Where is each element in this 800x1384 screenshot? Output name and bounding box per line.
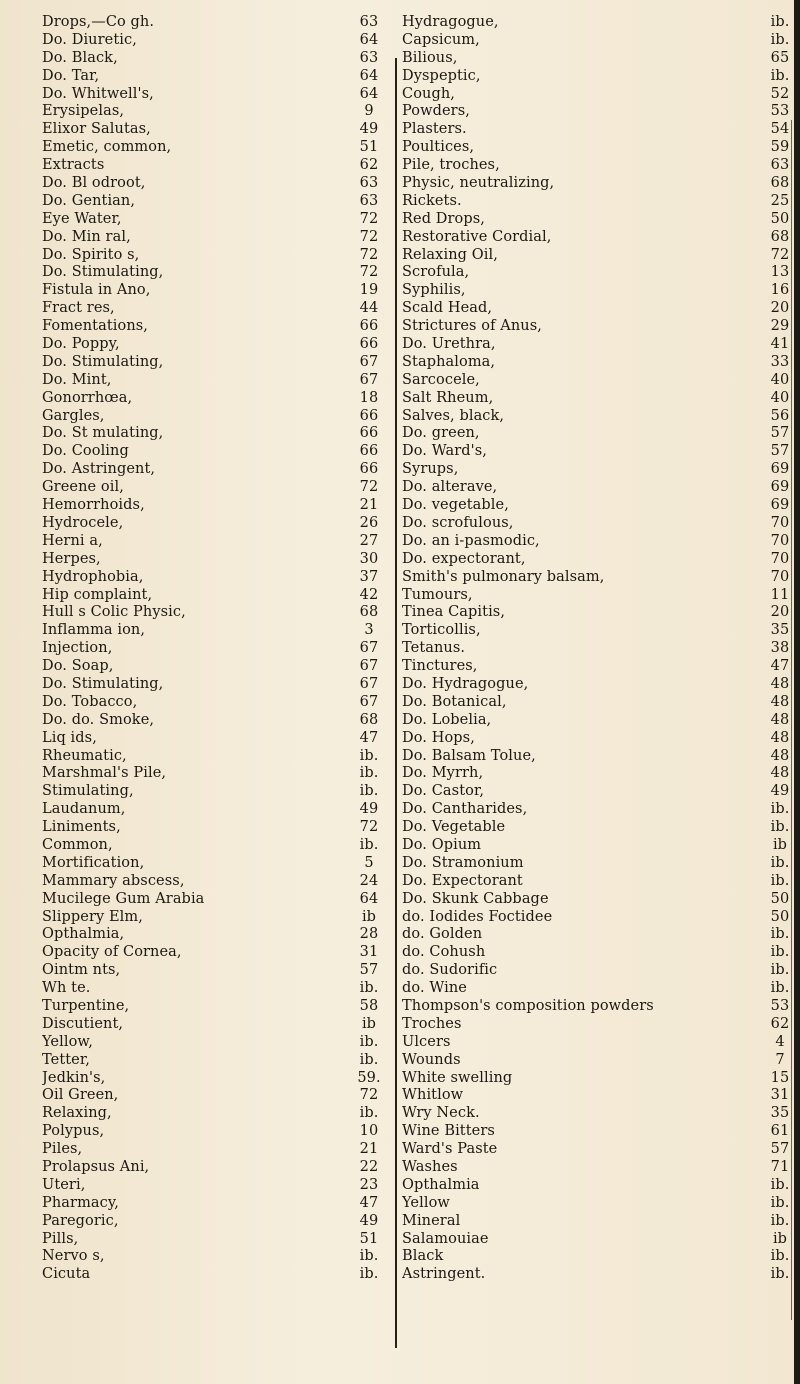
index-entry: Do. Poppy, <box>42 336 120 353</box>
index-entry: Do. Tar, <box>42 67 100 84</box>
index-page-number: 62 <box>359 157 379 174</box>
index-entry: Dyspeptic, <box>402 67 481 84</box>
index-entry: Polypus, <box>42 1123 105 1140</box>
index-entry: Elixor Salutas, <box>42 121 151 138</box>
index-entry: Staphaloma, <box>402 353 496 370</box>
index-entry: Rheumatic, <box>42 747 127 764</box>
index-page-number: 29 <box>770 318 790 335</box>
index-page-number: ib. <box>770 801 790 818</box>
index-entry: Do. Soap, <box>42 658 114 675</box>
index-entry: Do. Stimulating, <box>42 353 164 370</box>
index-page-number: 59 <box>770 139 790 156</box>
index-page-number: 11 <box>770 586 790 603</box>
index-entry: do. Cohush <box>402 944 486 961</box>
index-page-number: 48 <box>770 747 790 764</box>
index-page-number: 57 <box>359 962 379 979</box>
index-entry: Gonorrhœa, <box>42 389 133 406</box>
index-entry: Cicuta <box>42 1266 91 1283</box>
index-entry: Do. Min ral, <box>42 228 131 245</box>
index-entry: Liniments, <box>42 819 121 836</box>
index-entry: Do. Lobelia, <box>402 711 492 728</box>
index-page-number: 72 <box>770 246 790 263</box>
index-page-number: 72 <box>359 264 379 281</box>
index-entry: Laudanum, <box>42 801 126 818</box>
index-entry: Jedkin's, <box>42 1069 106 1086</box>
index-page-number: 50 <box>770 210 790 227</box>
index-entry: Do. Bl odroot, <box>42 175 146 192</box>
index-page-number: 41 <box>770 336 790 353</box>
index-entry: Mineral <box>402 1212 461 1229</box>
index-page-number: 62 <box>770 1015 790 1032</box>
index-page-number: 57 <box>770 1141 790 1158</box>
page-binding-edge <box>794 0 800 1384</box>
index-entry: Syrups, <box>402 461 459 478</box>
index-entry: Stimulating, <box>42 783 134 800</box>
index-entry: do. Golden <box>402 926 483 943</box>
index-page-number: 16 <box>770 282 790 299</box>
index-entry: Whitlow <box>402 1087 464 1104</box>
index-entry: Scald Head, <box>402 300 493 317</box>
index-page-number: 61 <box>770 1123 790 1140</box>
index-page-number: 47 <box>770 658 790 675</box>
index-entry: Inflamma ion, <box>42 622 146 639</box>
index-page-number: 64 <box>359 890 379 907</box>
index-entry: Do. do. Smoke, <box>42 711 155 728</box>
index-entry: Herpes, <box>42 550 101 567</box>
index-page-number: ib. <box>359 1266 379 1283</box>
index-page-number: 68 <box>770 175 790 192</box>
index-page-number: 66 <box>359 336 379 353</box>
index-entry: Strictures of Anus, <box>402 318 542 335</box>
index-page-number: ib. <box>359 765 379 782</box>
index-entry: do. Sudorific <box>402 962 498 979</box>
index-entry: Eye Water, <box>42 210 122 227</box>
index-page-number: ib <box>772 1230 788 1247</box>
index-page-number: 67 <box>359 675 379 692</box>
index-page-number: 42 <box>359 586 379 603</box>
index-page-number: 52 <box>770 85 790 102</box>
index-page-number: ib. <box>359 1105 379 1122</box>
index-page-number: ib. <box>770 14 790 30</box>
index-entry: do. Iodides Foctidee <box>402 908 553 925</box>
index-entry: Do. Stimulating, <box>42 675 164 692</box>
index-entry: Washes <box>402 1159 458 1175</box>
index-entry: Salt Rheum, <box>402 389 494 406</box>
index-page-number: 51 <box>359 1230 379 1247</box>
index-entry: Prolapsus Ani, <box>42 1159 150 1175</box>
index-page-number: 13 <box>770 264 790 281</box>
index-entry: Rickets. <box>402 192 462 209</box>
index-page-number: ib. <box>770 962 790 979</box>
index-page-number: 66 <box>359 443 379 460</box>
index-page-number: 68 <box>359 711 379 728</box>
index-page-number: ib <box>361 1015 377 1032</box>
index-entry: Hydrocele, <box>42 514 124 531</box>
index-entry: Gargles, <box>42 407 105 424</box>
index-page-number: 58 <box>359 997 379 1014</box>
index-page-number: 48 <box>770 693 790 710</box>
index-page-number: ib <box>772 836 788 853</box>
index-page-number: ib. <box>770 926 790 943</box>
index-entry: Do. Skunk Cabbage <box>402 890 549 907</box>
index-page-number: 66 <box>359 425 379 442</box>
index-page-number: 64 <box>359 31 379 48</box>
page-gutter-line <box>791 120 792 1320</box>
index-page-number: 70 <box>770 532 790 549</box>
index-page-number: 63 <box>770 157 790 174</box>
index-entry: Do. Hydragogue, <box>402 675 529 692</box>
index-page-number: ib. <box>770 1266 790 1283</box>
index-page-number: ib. <box>770 1176 790 1193</box>
index-page-number: 70 <box>770 568 790 585</box>
index-page-number: 64 <box>359 67 379 84</box>
index-entry: Paregoric, <box>42 1212 119 1229</box>
index-page-number: 44 <box>359 300 379 317</box>
index-entry: Oil Green, <box>42 1087 119 1104</box>
index-entry: Opthalmia <box>402 1176 480 1193</box>
index-page-number: 50 <box>770 890 790 907</box>
index-entry: Greene oil, <box>42 479 124 496</box>
index-page-number: 51 <box>359 139 379 156</box>
index-page-number: 72 <box>359 246 379 263</box>
index-page-number: 69 <box>770 461 790 478</box>
index-entry: Drops,—Co gh. <box>42 14 155 30</box>
index-page-number: ib. <box>359 783 379 800</box>
index-page-number: 72 <box>359 479 379 496</box>
index-entry: Tetter, <box>42 1051 91 1068</box>
index-entry: Yellow, <box>42 1033 93 1050</box>
index-page-number: 49 <box>359 1212 379 1229</box>
index-entry: Poultices, <box>402 139 475 156</box>
index-page-number: 30 <box>359 550 379 567</box>
index-page-number: 67 <box>359 640 379 657</box>
index-page-number: 7 <box>775 1051 785 1068</box>
index-page-number: 49 <box>359 121 379 138</box>
index-page-number: 23 <box>359 1176 379 1193</box>
index-page-number: 48 <box>770 675 790 692</box>
index-entry: Do. Opium <box>402 836 482 853</box>
index-entry: Tinctures, <box>402 658 478 675</box>
index-entry: Do. Hops, <box>402 729 475 746</box>
index-page-number: 53 <box>770 103 790 120</box>
index-page-number: 21 <box>359 497 379 514</box>
index-page-number: 70 <box>770 550 790 567</box>
index-entry: Do. Vegetable <box>402 819 506 836</box>
index-page-number: ib. <box>359 980 379 997</box>
index-entry: Wounds <box>402 1051 461 1068</box>
index-entry: Salves, black, <box>402 407 505 424</box>
index-page-number: ib. <box>359 1051 379 1068</box>
index-entry: Do. scrofulous, <box>402 514 514 531</box>
index-entry: Turpentine, <box>42 997 130 1014</box>
index-page-number: 48 <box>770 711 790 728</box>
index-page-number: 20 <box>770 300 790 317</box>
index-entry: Smith's pulmonary balsam, <box>402 568 605 585</box>
index-page-number: 5 <box>364 854 374 871</box>
index-page-number: 47 <box>359 1194 379 1211</box>
index-page-number: 4 <box>775 1033 785 1050</box>
index-entry: Slippery Elm, <box>42 908 143 925</box>
index-entry: Ward's Paste <box>402 1141 498 1158</box>
index-page-number: 63 <box>359 175 379 192</box>
index-page-number: ib. <box>359 836 379 853</box>
index-page-number: ib. <box>770 1194 790 1211</box>
index-entry: Herni a, <box>42 532 103 549</box>
index-entry: Pharmacy, <box>42 1194 119 1211</box>
index-entry: Mucilege Gum Arabia <box>42 890 205 907</box>
index-right-entries <box>402 14 760 1284</box>
index-entry: Do. Black, <box>42 49 118 66</box>
index-page-number: 67 <box>359 658 379 675</box>
index-entry: Do. Botanical, <box>402 693 507 710</box>
index-page-number: ib. <box>770 1212 790 1229</box>
index-page-number: 67 <box>359 693 379 710</box>
index-entry: Fistula in Ano, <box>42 282 151 299</box>
index-entry: Emetic, common, <box>42 139 172 156</box>
index-left-page-numbers <box>356 14 382 1284</box>
index-entry: Pills, <box>42 1230 79 1247</box>
index-entry: Tetanus. <box>402 640 466 657</box>
index-page-number: 19 <box>359 282 379 299</box>
index-entry: Tumours, <box>402 586 473 603</box>
index-page-number: 27 <box>359 532 379 549</box>
index-page-number: 35 <box>770 1105 790 1122</box>
index-page-number: 72 <box>359 228 379 245</box>
index-entry: Restorative Cordial, <box>402 228 552 245</box>
index-page-number: 24 <box>359 872 379 889</box>
index-entry: Do. Stimulating, <box>42 264 164 281</box>
index-entry: Opacity of Cornea, <box>42 944 182 961</box>
index-entry: Do. Balsam Tolue, <box>402 747 536 764</box>
index-entry: Marshmal's Pile, <box>42 765 167 782</box>
column-divider <box>395 58 397 1348</box>
index-page-number: ib <box>361 908 377 925</box>
index-entry: Mammary abscess, <box>42 872 185 889</box>
index-page-number: 25 <box>770 192 790 209</box>
index-page-number: 57 <box>770 425 790 442</box>
index-entry: Ointm nts, <box>42 962 121 979</box>
index-entry: Do. expectorant, <box>402 550 526 567</box>
index-entry: Wine Bitters <box>402 1123 495 1140</box>
index-entry: Do. Urethra, <box>402 336 496 353</box>
index-page-number: 72 <box>359 1087 379 1104</box>
index-page-number: 57 <box>770 443 790 460</box>
index-page-number: 3 <box>364 622 374 639</box>
index-page-number: 49 <box>770 783 790 800</box>
index-page-number: ib. <box>770 854 790 871</box>
index-entry: Extracts <box>42 157 105 174</box>
index-page-number: 63 <box>359 49 379 66</box>
index-entry: Bilious, <box>402 49 458 66</box>
index-page-number: ib. <box>770 872 790 889</box>
index-entry: Hydrophobia, <box>42 568 144 585</box>
index-page-number: 66 <box>359 461 379 478</box>
index-page-number: 31 <box>770 1087 790 1104</box>
index-entry: Uteri, <box>42 1176 86 1193</box>
index-page-number: ib. <box>770 67 790 84</box>
index-entry: Injection, <box>42 640 113 657</box>
index-entry: Do. Expectorant <box>402 872 523 889</box>
index-entry: do. Wine <box>402 980 467 997</box>
index-page-number: 68 <box>359 604 379 621</box>
index-page-number: 50 <box>770 908 790 925</box>
index-entry: Do. Diuretic, <box>42 31 137 48</box>
index-entry: Do. Astringent, <box>42 461 156 478</box>
index-entry: Do. Myrrh, <box>402 765 484 782</box>
index-entry: Do. vegetable, <box>402 497 509 514</box>
index-page-number: ib. <box>359 1033 379 1050</box>
index-page-number: 64 <box>359 85 379 102</box>
index-page-number: 67 <box>359 371 379 388</box>
index-entry: Do. Gentian, <box>42 192 136 209</box>
index-entry: Discutient, <box>42 1015 124 1032</box>
index-page-number: 56 <box>770 407 790 424</box>
index-entry: Wry Neck. <box>402 1105 480 1122</box>
index-entry: Hull s Colic Physic, <box>42 604 186 621</box>
index-page-number: 69 <box>770 479 790 496</box>
index-entry: Do. green, <box>402 425 480 442</box>
index-page-number: 37 <box>359 568 379 585</box>
index-page-number: 47 <box>359 729 379 746</box>
index-page-number: 26 <box>359 514 379 531</box>
index-entry: Hip complaint, <box>42 586 153 603</box>
index-entry: Do. Spirito s, <box>42 246 140 263</box>
index-entry: Astringent. <box>402 1266 486 1283</box>
index-page-number: 71 <box>770 1159 790 1175</box>
index-entry: Do. Tobacco, <box>42 693 138 710</box>
index-page-number: 67 <box>359 353 379 370</box>
index-page-number: 49 <box>359 801 379 818</box>
index-entry: Liq ids, <box>42 729 97 746</box>
index-page-number: 66 <box>359 407 379 424</box>
index-entry: Black <box>402 1248 444 1265</box>
index-entry: Tinea Capitis, <box>402 604 506 621</box>
index-page-number: 21 <box>359 1141 379 1158</box>
index-entry: Hemorrhoids, <box>42 497 145 514</box>
index-entry: Ulcers <box>402 1033 451 1050</box>
index-entry: Do. Mint, <box>42 371 112 388</box>
index-page-number: 28 <box>359 926 379 943</box>
index-entry: Troches <box>402 1015 462 1032</box>
index-page-number: 48 <box>770 729 790 746</box>
index-entry: Capsicum, <box>402 31 480 48</box>
index-entry: Yellow <box>402 1194 450 1211</box>
index-page-number: 9 <box>364 103 374 120</box>
index-entry: Torticollis, <box>402 622 481 639</box>
index-page-number: 53 <box>770 997 790 1014</box>
index-page-number: 66 <box>359 318 379 335</box>
index-entry: Erysipelas, <box>42 103 125 120</box>
index-entry: Opthalmia, <box>42 926 125 943</box>
index-entry: Fract res, <box>42 300 115 317</box>
index-page-number: 20 <box>770 604 790 621</box>
index-page-number: ib. <box>770 1248 790 1265</box>
index-entry: Do. Castor, <box>402 783 485 800</box>
index-page-number: 54 <box>770 121 790 138</box>
index-entry: Hydragogue, <box>402 14 499 30</box>
index-entry: Do. Stramonium <box>402 854 524 871</box>
index-entry: Pile, troches, <box>402 157 500 174</box>
index-entry: Do. Cooling <box>42 443 129 460</box>
index-page-number: ib. <box>770 819 790 836</box>
index-page-number: 33 <box>770 353 790 370</box>
index-entry: Do. Cantharides, <box>402 801 528 818</box>
index-entry: Piles, <box>42 1141 83 1158</box>
index-entry: Scrofula, <box>402 264 470 281</box>
index-page-number: 40 <box>770 389 790 406</box>
index-entry: Fomentations, <box>42 318 149 335</box>
index-page-number: 59. <box>357 1069 381 1086</box>
index-page-number: 38 <box>770 640 790 657</box>
index-page-number: 65 <box>770 49 790 66</box>
index-entry: Relaxing, <box>42 1105 112 1122</box>
index-page-number: 68 <box>770 228 790 245</box>
index-entry: Relaxing Oil, <box>402 246 498 263</box>
index-page-number: ib. <box>770 944 790 961</box>
index-page-number: 35 <box>770 622 790 639</box>
index-entry: Common, <box>42 836 113 853</box>
index-entry: Red Drops, <box>402 210 486 227</box>
index-page-number: ib. <box>359 747 379 764</box>
index-entry: Do. St mulating, <box>42 425 164 442</box>
index-page-number: ib. <box>770 980 790 997</box>
index-page-number: 63 <box>359 192 379 209</box>
index-entry: Thompson's composition powders <box>402 997 654 1014</box>
index-page-number: 70 <box>770 514 790 531</box>
index-entry: Sarcocele, <box>402 371 480 388</box>
index-entry: Do. Whitwell's, <box>42 85 154 102</box>
index-page-number: 18 <box>359 389 379 406</box>
index-entry: Wh te. <box>42 980 91 997</box>
index-entry: Cough, <box>402 85 455 102</box>
index-page-number: ib. <box>359 1248 379 1265</box>
index-entry: Plasters. <box>402 121 467 138</box>
index-page-number: 48 <box>770 765 790 782</box>
index-entry: Do. alterave, <box>402 479 498 496</box>
index-page-number: 10 <box>359 1123 379 1140</box>
index-page-number: 15 <box>770 1069 790 1086</box>
index-entry: Do. an i-pasmodic, <box>402 532 540 549</box>
index-entry: Physic, neutralizing, <box>402 175 555 192</box>
index-page-number: 72 <box>359 819 379 836</box>
index-entry: Salamouiae <box>402 1230 489 1247</box>
index-entry: Powders, <box>402 103 470 120</box>
index-entry: Do. Ward's, <box>402 443 487 460</box>
index-page-number: ib. <box>770 31 790 48</box>
index-left-entries <box>42 14 342 1284</box>
index-entry: Nervo s, <box>42 1248 105 1265</box>
index-entry: White swelling <box>402 1069 513 1086</box>
index-page-number: 69 <box>770 497 790 514</box>
index-entry: Syphilis, <box>402 282 466 299</box>
index-page-number: 40 <box>770 371 790 388</box>
index-entry: Mortification, <box>42 854 145 871</box>
index-page-number: 72 <box>359 210 379 227</box>
index-page-number: 22 <box>359 1159 379 1175</box>
index-page-number: 31 <box>359 944 379 961</box>
index-page-number: 63 <box>359 14 379 30</box>
